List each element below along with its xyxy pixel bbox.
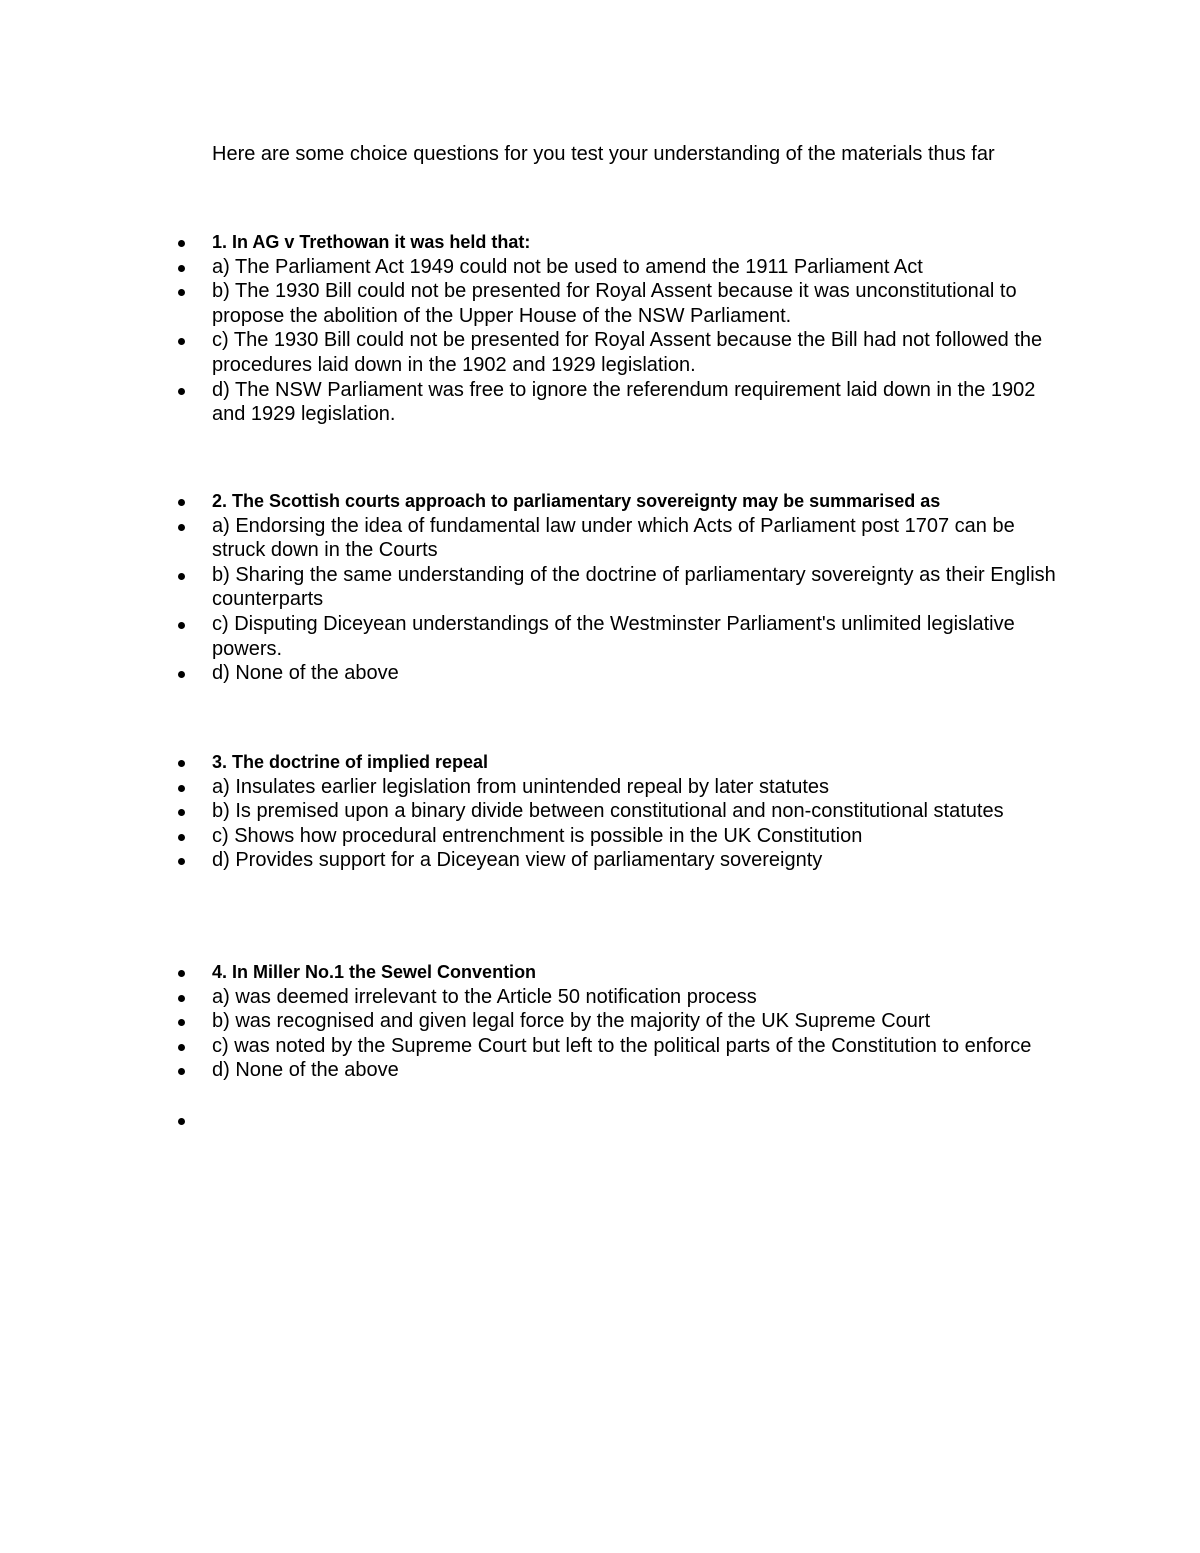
question-block-2: [0, 489, 1200, 686]
answer-option: [0, 612, 1060, 661]
bullet-icon: [178, 858, 185, 865]
answer-option: [0, 985, 1060, 1010]
answer-option-text: d) The NSW Parliament was free to ignore the referendum requirement laid down in the 1902 and 1929 legislation.: [212, 378, 1036, 426]
question-list: [0, 230, 1200, 427]
bullet-icon: [178, 338, 185, 345]
answer-option-text: c) Shows how procedural entrenchment is possible in the UK Constitution: [212, 824, 863, 847]
question-heading-text: 3. The doctrine of implied repeal: [212, 752, 489, 772]
answer-option-text: a) Endorsing the idea of fundamental law under which Acts of Parliament post 1707 can be struck down in the Courts: [212, 514, 1015, 562]
bullet-icon: [178, 289, 185, 296]
answer-option-text: d) None of the above: [212, 1059, 399, 1082]
answer-option: [0, 775, 1060, 800]
question-heading: [0, 960, 1060, 985]
answer-option: [0, 1058, 1060, 1083]
bullet-icon: [178, 760, 185, 767]
answer-option: [0, 1009, 1060, 1034]
answer-option: [0, 1034, 1060, 1059]
answer-option: [0, 824, 1060, 849]
answer-option-text: a) was deemed irrelevant to the Article 50 notification process: [212, 985, 757, 1008]
answer-option-text: a) The Parliament Act 1949 could not be used to amend the 1911 Parliament Act: [212, 255, 923, 278]
answer-option-text: c) The 1930 Bill could not be presented for Royal Assent because the Bill had not followed the procedures laid down in the 1902 and 1929 legislation.: [212, 329, 1043, 376]
question-list: [0, 750, 1200, 873]
answer-option: [0, 514, 1060, 563]
answer-option-text: c) was noted by the Supreme Court but left to the political parts of the Constitution to enforce: [212, 1034, 1032, 1057]
bullet-icon: [178, 388, 185, 395]
answer-option-text: c) Disputing Diceyean understandings of the Westminster Parliament's unlimited legislative powers.: [212, 612, 1015, 660]
answer-option-text: a) Insulates earlier legislation from unintended repeal by later statutes: [212, 775, 830, 798]
question-heading-text: 4. In Miller No.1 the Sewel Convention: [212, 962, 537, 982]
bullet-icon: [178, 573, 185, 580]
answer-option: [0, 799, 1060, 824]
question-heading: [0, 750, 1060, 775]
answer-option: [0, 378, 1060, 427]
question-heading: [0, 489, 1060, 514]
bullet-icon: [178, 1044, 185, 1051]
bullet-icon: [178, 1019, 185, 1026]
answer-option: [0, 848, 1060, 873]
question-heading-text: 1. In AG v Trethowan it was held that:: [212, 232, 531, 252]
answer-option-text: b) Is premised upon a binary divide between constitutional and non-constitutional statutes: [212, 800, 1004, 823]
empty-list-item: [0, 1108, 1200, 1132]
bullet-icon: [178, 834, 185, 841]
answer-option: [0, 563, 1060, 612]
answer-option: [0, 255, 1060, 280]
answer-option-text: d) None of the above: [212, 662, 399, 685]
question-heading: [0, 230, 1060, 255]
bullet-icon: [178, 1068, 185, 1075]
answer-option-text: b) was recognised and given legal force by the majority of the UK Supreme Court: [212, 1010, 931, 1033]
answer-option-text: b) Sharing the same understanding of the doctrine of parliamentary sovereignty as their English counterparts: [212, 563, 1056, 611]
bullet-icon: [178, 995, 185, 1002]
bullet-icon: [178, 622, 185, 629]
answer-option: [0, 279, 1060, 328]
answer-option-text: d) Provides support for a Diceyean view of parliamentary sovereignty: [212, 849, 823, 872]
bullet-icon: [178, 970, 185, 977]
question-block-1: [0, 230, 1200, 427]
question-block-3: [0, 750, 1200, 873]
bullet-icon: [178, 1118, 185, 1125]
intro-text: Here are some choice questions for you test your understanding of the materials thus far: [212, 143, 995, 165]
bullet-icon: [178, 265, 185, 272]
question-heading-text: 2. The Scottish courts approach to parliamentary sovereignty may be summarised as: [212, 491, 941, 511]
question-list: [0, 489, 1200, 686]
answer-option: [0, 328, 1060, 377]
bullet-icon: [178, 809, 185, 816]
answer-option-text: b) The 1930 Bill could not be presented for Royal Assent because it was unconstitutional to propose the abolition of the Upper House of the NSW Parliament.: [212, 280, 1017, 327]
bullet-icon: [178, 499, 185, 506]
question-block-4: [0, 960, 1200, 1083]
answer-option: [0, 661, 1060, 686]
bullet-icon: [178, 524, 185, 531]
bullet-icon: [178, 671, 185, 678]
bullet-icon: [178, 240, 185, 247]
bullet-icon: [178, 785, 185, 792]
question-list: [0, 960, 1200, 1083]
